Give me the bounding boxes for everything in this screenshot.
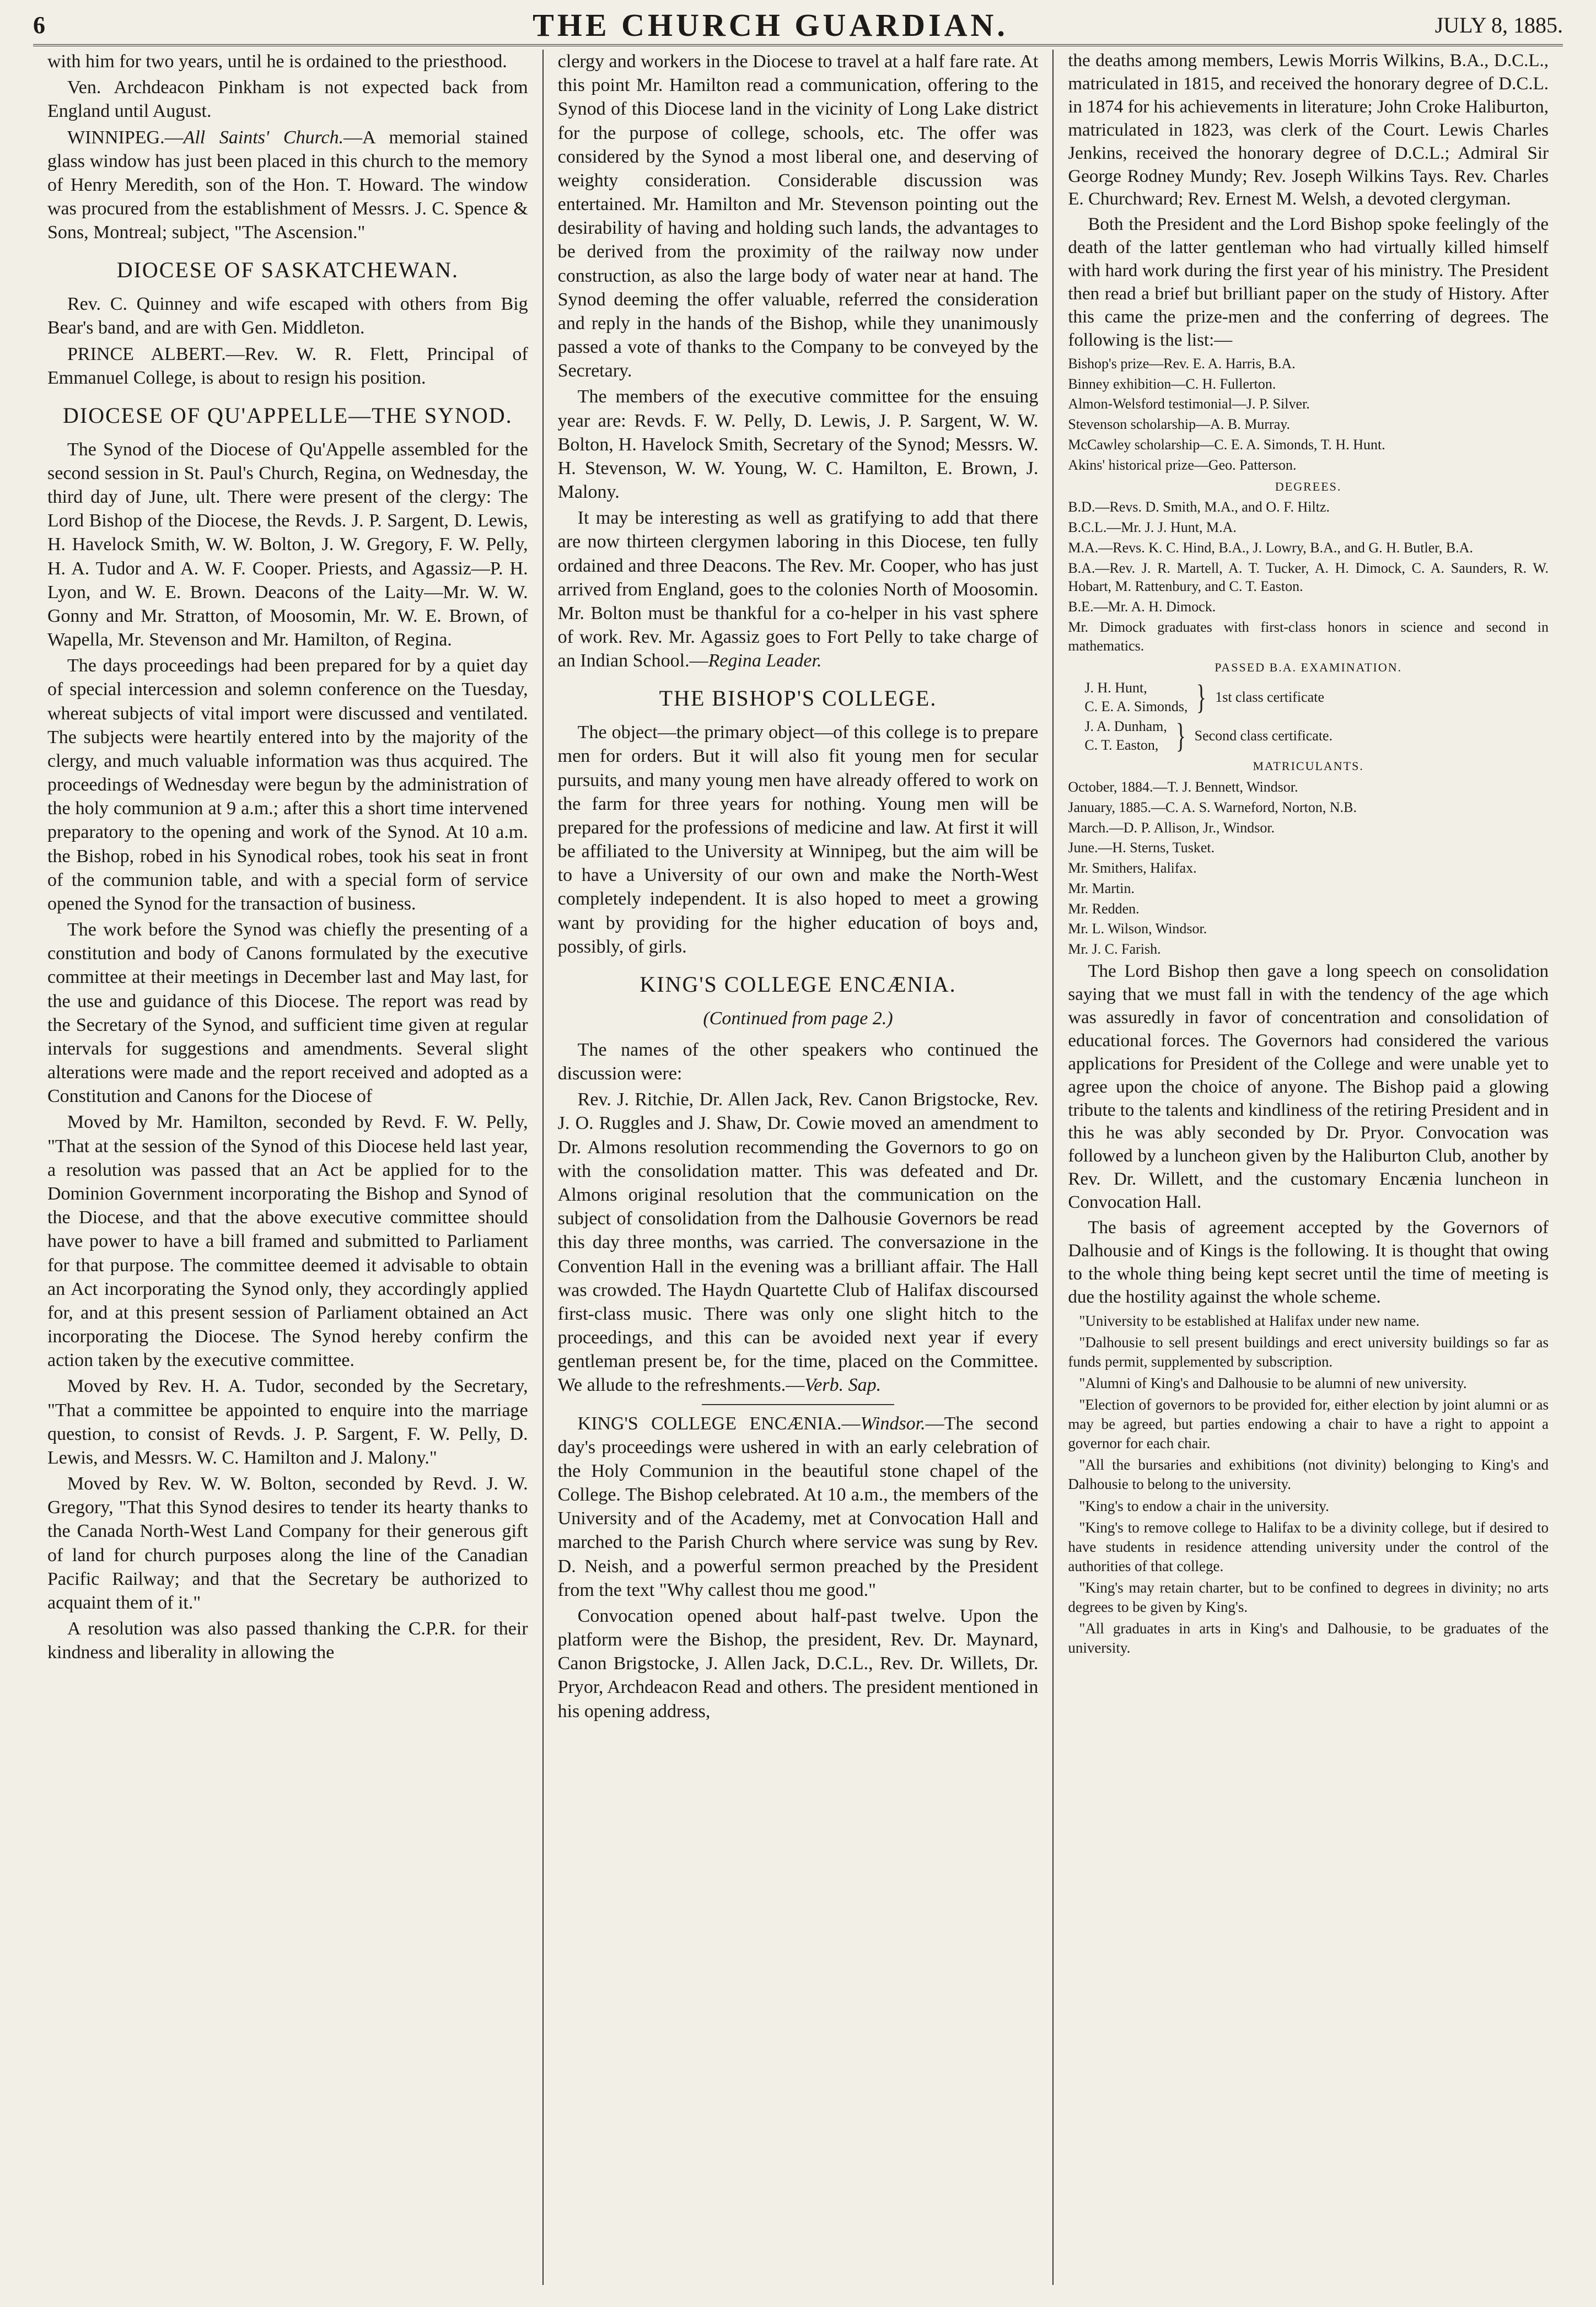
list-item: Mr. Dimock graduates with first-class honors in science and second in mathematics. [1068, 619, 1549, 654]
italic-subhead: All Saints' Church. [183, 127, 344, 148]
column-1 [33, 50, 542, 2285]
list-item: Mr. L. Wilson, Windsor. [1068, 921, 1207, 937]
list-item: "Dalhousie to sell present buildings and erect university buildings so far as funds permit, supplemented by subscription. [1068, 1333, 1549, 1370]
paragraph: Moved by Rev. W. W. Bolton, seconded by Revd. J. W. Gregory, "That this Synod desires to tender its hearty thanks to the Canada North-West Land Company for their generous gift of land for church purposes along the line of the Canadian Pacific Railway; and that the Secretary be authorized to acquaint them of it." [47, 1474, 528, 1613]
paragraph: The Lord Bishop then gave a long speech on consolidation saying that we must fall in with the tendency of the age which was assuredly in favor of concentration and consolidation of educational forces. The Governors had considered the various applications for President of the College and were unable yet to agree upon the choice of anyone. The Bishop paid a glowing tribute to the talents and kindliness of the retiring President and in this he was ably seconded by Dr. Pryor. Convocation was followed by a luncheon given by the Haliburton Club, another by Rev. Dr. Willett, and the customary Encænia luncheon in Convocation Hall. [1068, 961, 1549, 1213]
list-item: Stevenson scholarship—A. B. Murray. [1068, 416, 1291, 433]
certificate-name: J. A. Dunham, [1084, 718, 1167, 734]
paragraph [47, 126, 528, 245]
list-item: Binney exhibition—C. H. Fullerton. [1068, 375, 1276, 392]
list-item: "University to be established at Halifax under new name. [1079, 1312, 1420, 1329]
paragraph: Moved by Mr. Hamilton, seconded by Revd. F. W. Pelly, "That at the session of the Synod of this Diocese held last year, a resolution was passed that an Act be applied for to the Dominion Government incorporating the Bishop and Synod of the Diocese, and that the above executive committee should have power to have a bill framed and submitted to Parliament for that purpose. The committee deemed it advisable to obtain an Act incorporating the Synod only, they accordingly applied for, and at this present session of Parliament obtained an Act incorporating the Diocese. The Synod hereby confirm the action taken by the executive committee. [47, 1112, 528, 1371]
paragraph: Both the President and the Lord Bishop spoke feelingly of the death of the latter gentleman who had virtually killed himself with hard work during the first year of his ministry. The President then read a brief but brilliant paper on the study of History. After this came the prize-men and the conferring of degrees. The following is the list:— [1068, 214, 1549, 350]
degrees-heading: DEGREES. [1275, 479, 1342, 493]
paragraph: The names of the other speakers who continued the discussion were: [557, 1039, 1039, 1084]
paragraph: The Synod of the Diocese of Qu'Appelle assembled for the second session in St. Paul's Church, Regina, on Wednesday, the third day of June, ult. There were present of the clergy: The Lord Bishop of the Diocese, the Revds. J. P. Sargent, D. Lewis, H. Havelock Smith, W. W. Bolton, J. W. Gregory, F. W. Pelly, H. A. Tudor and A. W. F. Cooper. Priests, and Agassiz—P. H. Lyon, and W. E. Brown. Deacons of the Laity—Mr. W. W. Gonny and Mr. Stratton, of Moosomin, Mr. W. E. Brown, of Wapella, Mr. Stevenson and Mr. Hamilton, of Regina. [47, 439, 528, 650]
paragraph-text: Rev. J. Ritchie, Dr. Allen Jack, Rev. Canon Brigstocke, Rev. J. O. Ruggles and J. Shaw, Dr. Cowie moved an amendment to Dr. Almons resolution recommending the Governors to go on with the consolidation matter. This was defeated and Dr. Almons original resolution that the communication on the subject of consolidation from the Dalhousie Governors be read this day three months, was carried. The conversazione in the Convention Hall in the evening was a brilliant affair. The Hall was crowded. The Haydn Quartette Club of Halifax discoursed first-class music. There was only one slight hitch to the proceedings, and this can be avoided next year if every gentleman present be, for the time, placed on the Committee. We allude to the refreshments.— [557, 1089, 1039, 1396]
list-item: Mr. J. C. Farish. [1068, 941, 1161, 958]
paragraph: Rev. C. Quinney and wife escaped with others from Big Bear's band, and are with Gen. Middleton. [47, 294, 528, 338]
continued-note: (Continued from page 2.) [703, 1008, 893, 1029]
matriculants-heading: MATRICULANTS. [1253, 759, 1364, 773]
section-heading: DIOCESE OF SASKATCHEWAN. [116, 257, 459, 283]
section-heading: KING'S COLLEGE ENCÆNIA. [640, 971, 956, 997]
source-credit: Regina Leader. [708, 650, 822, 671]
list-item: Akins' historical prize—Geo. Patterson. [1068, 456, 1297, 473]
list-item: B.E.—Mr. A. H. Dimock. [1068, 599, 1216, 615]
list-item: Mr. Redden. [1068, 900, 1140, 917]
paragraph [558, 506, 1039, 673]
paragraph: The members of the executive committee for the ensuing year are: Revds. F. W. Pelly, D. Lewis, J. P. Sargent, W. W. Bolton, H. Havelock Smith, Secretary of the Synod; Messrs. W. H. Stevenson, W. W. Young, W. C. Hamilton, E. Brown, J. Malony. [557, 386, 1039, 503]
section-heading: THE BISHOP'S COLLEGE. [659, 686, 937, 711]
list-item: March.—D. P. Allison, Jr., Windsor. [1068, 819, 1275, 836]
certificate-name: C. T. Easton, [1084, 736, 1159, 753]
divider [702, 1404, 894, 1405]
place-lead: KING'S COLLEGE ENCÆNIA.— [577, 1413, 861, 1434]
paragraph-text: —The second day's proceedings were ushered in with an early celebration of the Holy Communion in the beautiful stone chapel of the College. The Bishop celebrated. At 10 a.m., the members of the University and of the Academy, met at Convocation Hall and marched to the Parish Church where service was sung by Rev. D. Neish, and a powerful sermon preached by the President from the text "Why callest thou me good." [557, 1413, 1039, 1600]
list-item: June.—H. Sterns, Tusket. [1068, 840, 1215, 856]
brace-glyph: } [1175, 717, 1186, 755]
second-class-group [1084, 717, 1549, 755]
paragraph: clergy and workers in the Diocese to travel at a half fare rate. At this point Mr. Hamilton read a communication, offering to the Synod of this Diocese land in the vicinity of Long Lake district for the purpose of college, schools, etc. The offer was considered by the Synod a most liberal one, and deserving of weighty consideration. Considerable discussion was entertained. Mr. Hamilton and Mr. Stevenson pointing out the desirability of having and holding such lands, the advantages to be derived from the proximity of the railway now under construction, as also the large body of water near at hand. The Synod deeming the offer valuable, referred the consideration and reply in the hands of the Bishop, while they unanimously passed a vote of thanks to the Company to be conveyed by the Secretary. [557, 51, 1039, 381]
certificate-name: C. E. A. Simonds, [1084, 698, 1188, 714]
list-item: "All graduates in arts in King's and Dalhousie, to be graduates of the university. [1068, 1620, 1549, 1657]
agreement-terms [1068, 1311, 1549, 1658]
list-item: "All the bursaries and exhibitions (not divinity) belonging to King's and Dalhousie to belong to the university. [1068, 1456, 1549, 1493]
paragraph [558, 1088, 1039, 1397]
list-item: Mr. Smithers, Halifax. [1068, 860, 1197, 876]
paragraph: Moved by Rev. H. A. Tudor, seconded by the Secretary, "That a committee be appointed to enquire into the marriage question, to consist of Revds. J. P. Sargent, F. W. Pelly, D. Lewis, and Messrs. W. C. Hamilton and J. Malony." [47, 1376, 528, 1468]
paragraph: with him for two years, until he is ordained to the priesthood. [47, 51, 507, 72]
list-item: October, 1884.—T. J. Bennett, Windsor. [1068, 778, 1298, 795]
certificate-label: Second class certificate. [1194, 727, 1333, 744]
list-item: Bishop's prize—Rev. E. A. Harris, B.A. [1068, 355, 1296, 372]
list-item: B.C.L.—Mr. J. J. Hunt, M.A. [1068, 519, 1237, 535]
paragraph: The days proceedings had been prepared for by a quiet day of special intercession and solemn conference on the Tuesday, whereat subjects of vital import were discussed and ventilated. The subjects were heartily entered into by the majority of the clergy, and much valuable information was thus acquired. The proceedings of Wednesday were begun by the administration of the holy communion at 9 a.m.; after this a short time intervened preparatory to the opening and work of the Synod. At 10 a.m. the Bishop, robed in his Synodical robes, took his seat in front of the communion table, and with a special form of service opened the Synod for the transaction of business. [47, 655, 528, 914]
paragraph-text: —Rev. W. R. Flett, Principal of Emmanuel College, is about to resign his position. [47, 343, 528, 388]
paragraph: The basis of agreement accepted by the Governors of Dalhousie and of Kings is the following. It is thought that owing to the whole thing being kept secret until the time of meeting is due the hostility against the whole scheme. [1068, 1218, 1549, 1307]
list-item: "King's to endow a chair in the university. [1079, 1497, 1329, 1514]
paragraph-text: —A memorial stained glass window has just been placed in this church to the memory of Henry Meredith, son of the Hon. T. Howard. The window was procured from the establishment of Messrs. J. C. Spence & Sons, Montreal; subject, "The Ascension." [47, 127, 528, 243]
first-class-group [1084, 679, 1549, 716]
place-lead: PRINCE ALBERT. [67, 343, 226, 364]
brace-glyph: } [1196, 678, 1207, 716]
page-number: 6 [33, 11, 45, 39]
list-item: M.A.—Revs. K. C. Hind, B.A., J. Lowry, B.A., and G. H. Butler, B.A. [1068, 539, 1473, 556]
columns [33, 50, 1563, 2285]
newspaper-title: THE CHURCH GUARDIAN. [533, 7, 1008, 43]
paragraph [558, 1412, 1039, 1602]
list-item: B.A.—Rev. J. R. Martell, A. T. Tucker, A. H. Dimock, C. A. Saunders, R. W. Hobart, M. Rattenbury, and C. T. Easton. [1068, 560, 1549, 595]
paragraph: The object—the primary object—of this college is to prepare men for orders. But it will also fit young men for secular pursuits, and many young men have already offered to work on the farm for three years for nothing. Young men will be prepared for the professions of medicine and law. At first it will be affiliated to the University at Winnipeg, but the aim will be to have a University of our own and make the North-West completely independent. It is also hoped to meet a growing want by providing for the higher education of boys and, possibly, of girls. [557, 722, 1039, 957]
source-credit: Verb. Sap. [804, 1375, 882, 1396]
paragraph-text: It may be interesting as well as gratifying to add that there are now thirteen clergymen laboring in this Diocese, ten fully ordained and three Deacons. The Rev. Mr. Cooper, who has just arrived from England, goes to the colonies North of Moosomin. Mr. Bolton must be thankful for a co-helper in his vast sphere of work. Rev. Mr. Agassiz goes to Fort Pelly to take charge of an Indian School.— [557, 508, 1039, 671]
prize-list [1068, 354, 1549, 959]
paragraph [47, 342, 528, 390]
list-item: January, 1885.—C. A. S. Warneford, Norton, N.B. [1068, 799, 1357, 815]
column-3 [1052, 50, 1563, 2285]
list-item: "Alumni of King's and Dalhousie to be alumni of new university. [1079, 1374, 1467, 1391]
list-item: Almon-Welsford testimonial—J. P. Silver. [1068, 396, 1310, 412]
certificate-label: 1st class certificate [1215, 689, 1324, 706]
paragraph: The work before the Synod was chiefly the presenting of a constitution and body of Canons formulated by the executive committee at their meetings in December last and May last, for the use and guidance of this Diocese. The report was read by the Secretary of the Synod, and sufficient time given at regular intervals for suggestions and amendments. Several slight alterations were made and the report received and adopted as a Constitution and Canons for the Diocese of [47, 919, 528, 1107]
list-item: "King's may retain charter, but to be confined to degrees in divinity; no arts degrees to be given by King's. [1068, 1579, 1549, 1615]
issue-date: JULY 8, 1885. [1434, 12, 1563, 37]
section-heading: DIOCESE OF QU'APPELLE—THE SYNOD. [63, 402, 513, 428]
paragraph: Ven. Archdeacon Pinkham is not expected back from England until August. [47, 77, 528, 122]
passed-ba-heading: PASSED B.A. EXAMINATION. [1215, 660, 1402, 674]
column-2 [542, 50, 1053, 2285]
list-item: "Election of governors to be provided for, either election by joint alumni or as may be agreed, but parties endowing a chair to have a right to appoint a governor for each chair. [1068, 1396, 1549, 1452]
italic-subhead: Windsor. [860, 1413, 926, 1434]
paragraph: A resolution was also passed thanking the C.P.R. for their kindness and liberality in allowing the [47, 1618, 528, 1663]
place-lead: WINNIPEG.— [67, 127, 184, 148]
certificate-name: J. H. Hunt, [1084, 680, 1147, 696]
paragraph: the deaths among members, Lewis Morris Wilkins, B.A., D.C.L., matriculated in 1815, and received the honorary degree of D.C.L. in 1874 for his achievements in literature; John Croke Haliburton, matriculated in 1823, was clerk of the Court. Lewis Charles Jenkins, received the honorary degree of D.C.L.; Admiral Sir George Rodney Mundy; Rev. Joseph Wilkins Tays. Rev. Charles E. Churchward; Rev. Ernest M. Welsh, a devoted clergyman. [1068, 51, 1549, 209]
paragraph: Convocation opened about half-past twelve. Upon the platform were the Bishop, the president, Rev. Dr. Maynard, Canon Brigstocke, J. Allen Jack, D.C.L., Rev. Dr. Willets, Dr. Pryor, Archdeacon Read and others. The president mentioned in his opening address, [557, 1605, 1039, 1722]
list-item: "King's to remove college to Halifax to be a divinity college, but if desired to have students in residence attending university under the control of the authorities of that college. [1068, 1519, 1549, 1574]
list-item: Mr. Martin. [1068, 880, 1135, 896]
list-item: B.D.—Revs. D. Smith, M.A., and O. F. Hiltz. [1068, 499, 1330, 515]
list-item: McCawley scholarship—C. E. A. Simonds, T. H. Hunt. [1068, 436, 1385, 453]
masthead [33, 6, 1563, 46]
